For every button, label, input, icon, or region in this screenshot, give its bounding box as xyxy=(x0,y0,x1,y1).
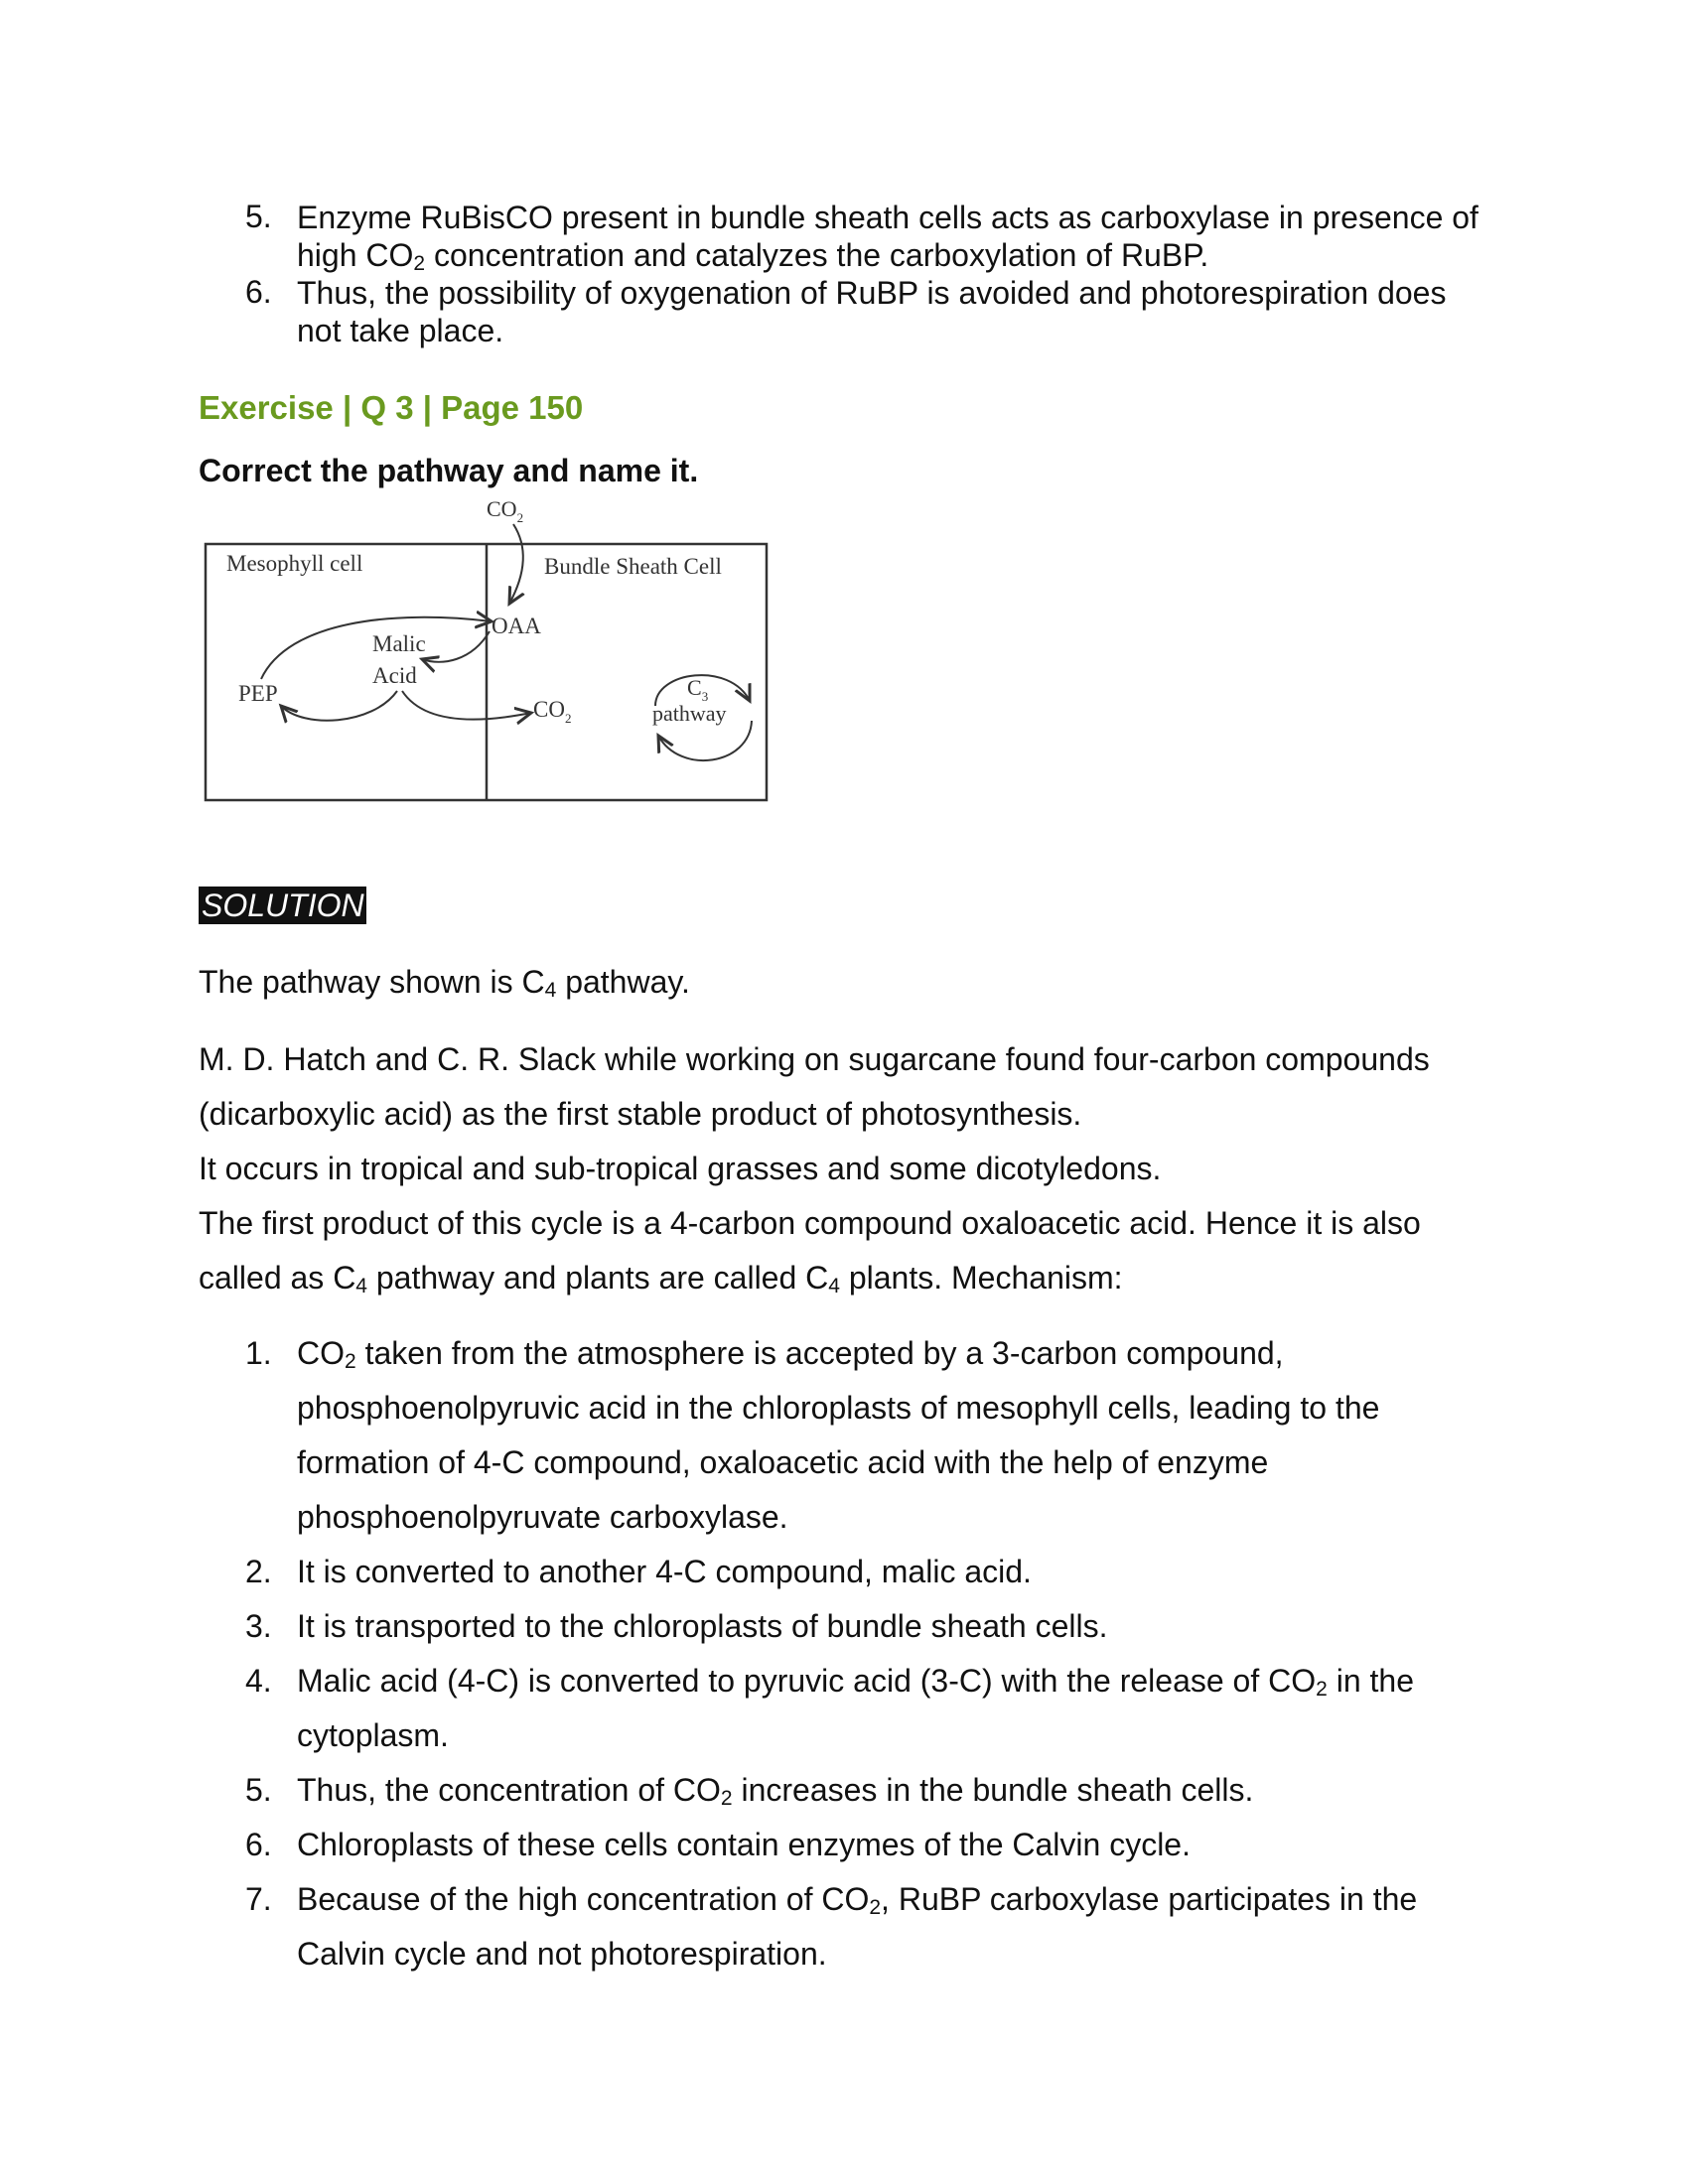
list-number: 2. xyxy=(245,1554,272,1589)
list-number: 4. xyxy=(245,1663,272,1699)
list-number: 5. xyxy=(245,199,272,234)
list-text: It is converted to another 4-C compound, malic acid. xyxy=(297,1554,1032,1589)
malic-label: Malic xyxy=(372,631,426,656)
oaa-to-malic-arrow xyxy=(422,631,490,662)
question-text: Correct the pathway and name it. xyxy=(199,453,699,488)
solution-label: SOLUTION xyxy=(199,887,366,924)
c4-pathway-diagram xyxy=(194,492,789,820)
list-text: Malic acid (4-C) is converted to pyruvic acid (3-C) with the release of $CO_2$ in the cytoplasm. xyxy=(297,1663,1414,1753)
list-text: $CO_2$ taken from the atmosphere is accepted by a 3-carbon compound, phosphoenolpyruvic acid in the chloroplasts of mesophyll cells, leading to the formation of 4-C compound, oxaloacetic acid with the help of enzyme phosphoenolpyruvate carboxylase. xyxy=(297,1335,1380,1535)
paragraph-line: M. D. Hatch and C. R. Slack while working on sugarcane found four-carbon compounds xyxy=(199,1041,1430,1077)
paragraph-line: (dicarboxylic acid) as the first stable product of photosynthesis. xyxy=(199,1096,1082,1132)
list-text: Chloroplasts of these cells contain enzymes of the Calvin cycle. xyxy=(297,1827,1191,1862)
list-number: 6. xyxy=(245,274,272,310)
c3-label: $C_3$ xyxy=(687,675,709,704)
oaa-label: OAA xyxy=(492,614,541,638)
explanation-paragraph xyxy=(199,1032,1509,1305)
malic-to-co2-arrow xyxy=(402,691,531,720)
list-text: Because of the high concentration of $CO_2$, RuBP carboxylase participates in the Calvin cycle and not photorespiration. xyxy=(297,1881,1418,1972)
co2-top-label: $CO_2$ xyxy=(487,496,524,525)
list-text: Thus, the possibility of oxygenation of RuBP is avoided and photorespiration does not take place. xyxy=(297,275,1447,348)
acid-label: Acid xyxy=(372,663,417,688)
list-number: 5. xyxy=(245,1772,272,1808)
exercise-heading: Exercise | Q 3 | Page 150 xyxy=(199,389,584,426)
co2-mid-label: $CO_2$ xyxy=(533,697,572,726)
pathway-answer: The pathway shown is $C_4$ pathway. xyxy=(199,964,690,1002)
c3-cycle-arrow-bottom xyxy=(658,721,752,760)
bundle-sheath-label: Bundle Sheath Cell xyxy=(544,554,722,579)
list-number: 7. xyxy=(245,1881,272,1917)
pep-label: PEP xyxy=(238,681,278,706)
pathway-label: pathway xyxy=(652,701,727,726)
malic-to-pep-arrow xyxy=(281,691,397,721)
paragraph-line: It occurs in tropical and sub-tropical grasses and some dicotyledons. xyxy=(199,1151,1162,1186)
list-text: Thus, the concentration of $CO_2$ increases in the bundle sheath cells. xyxy=(297,1772,1254,1810)
co2-entry-arrow xyxy=(509,524,523,604)
paragraph-line: The first product of this cycle is a 4-carbon compound oxaloacetic acid. Hence it is also xyxy=(199,1205,1421,1241)
list-text: It is transported to the chloroplasts of bundle sheath cells. xyxy=(297,1608,1108,1644)
list-text: Enzyme RuBisCO present in bundle sheath cells acts as carboxylase in presence of high $CO_2$ concentration and catalyzes the carboxylation of RuBP. xyxy=(297,200,1478,275)
list-number: 3. xyxy=(245,1608,272,1644)
list-number: 6. xyxy=(245,1827,272,1862)
list-number: 1. xyxy=(245,1335,272,1371)
mesophyll-label: Mesophyll cell xyxy=(226,551,363,576)
paragraph-line: called as $C_4$ pathway and plants are called $C_4$ plants. Mechanism: xyxy=(199,1260,1123,1297)
